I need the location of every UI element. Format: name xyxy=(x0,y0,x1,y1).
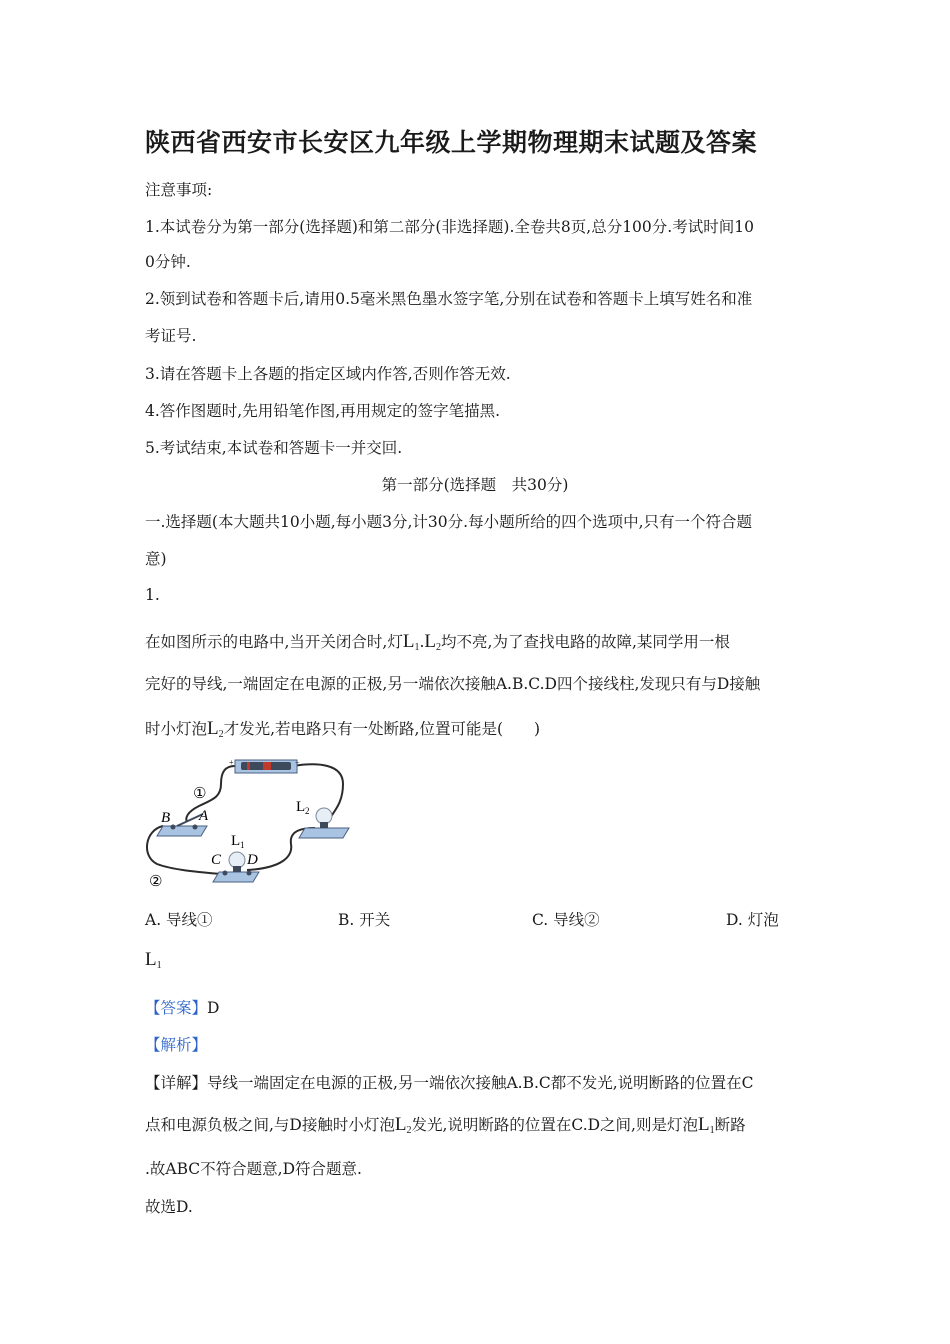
analysis-line-2: 点和电源负极之间,与D接触时小灯泡$L_2$发光,说明断路的位置在C.D之间,则是灯泡$L_1$断路 xyxy=(145,1114,746,1136)
answer-line xyxy=(145,996,219,1018)
label-L1: L xyxy=(231,833,241,849)
lamp-l1-socket xyxy=(233,866,241,872)
label-C: C xyxy=(211,852,222,868)
lamp-l2-bulb xyxy=(316,808,332,824)
analysis-line-4: 故选D. xyxy=(145,1198,193,1216)
circuit-diagram xyxy=(143,756,358,891)
lamp-l1-bulb xyxy=(229,852,245,868)
terminal-A xyxy=(193,825,198,830)
label-B: B xyxy=(161,810,171,826)
symbol-L2-b: $L_2$ xyxy=(207,718,224,740)
stem-text-a: 在如图所示的电路中,当开关闭合时,灯 xyxy=(145,633,403,651)
notice-item-2: 2.领到试卷和答题卡后,请用0.5毫米黑色墨水签字笔,分别在试卷和答题卡上填写姓名和准 xyxy=(145,290,753,308)
terminal-D xyxy=(247,871,252,876)
section-intro: 一.选择题(本大题共10小题,每小题3分,计30分.每小题所给的四个选项中,只有一个符合题 xyxy=(145,513,752,531)
label-D: D xyxy=(247,852,258,868)
stem-text-b: 均不亮,为了查找电路的故障,某同学用一根 xyxy=(441,633,730,651)
label-L2: L xyxy=(296,799,306,815)
option-c: C. 导线② xyxy=(532,911,600,929)
notice-heading: 注意事项: xyxy=(145,181,213,199)
stem-text-c: 时小灯泡 xyxy=(145,720,208,738)
lamp-l2-socket xyxy=(320,822,328,828)
notice-item-4: 4.答作图题时,先用铅笔作图,再用规定的签字笔描黑. xyxy=(145,402,501,420)
analysis-tag: 【解析】 xyxy=(145,1036,208,1054)
lamp-l1-base xyxy=(213,872,259,882)
answer-tag: 【答案】 xyxy=(145,999,208,1017)
option-d-symbol: $L_1$ xyxy=(145,949,162,971)
question-stem-line-1 xyxy=(145,630,730,653)
stem-separator: . xyxy=(419,633,425,651)
terminal-C xyxy=(223,871,228,876)
battery-plus: + xyxy=(229,758,234,767)
analysis-line-1: 【详解】导线一端固定在电源的正极,另一端依次接触A.B.C都不发光,说明断路的位置在C xyxy=(145,1074,754,1092)
page-title: 陕西省西安市长安区九年级上学期物理期末试题及答案 xyxy=(145,128,758,157)
switch-base xyxy=(157,826,207,836)
notice-item-1: 1.本试卷分为第一部分(选择题)和第二部分(非选择题).全卷共8页,总分100分.考试时间10 xyxy=(145,218,754,236)
battery-band-2 xyxy=(247,762,250,770)
analysis-line-3: .故ABC不符合题意,D符合题意. xyxy=(145,1160,362,1178)
label-wire-2: ② xyxy=(149,872,163,890)
battery-minus: − xyxy=(295,758,300,767)
symbol-L1: $L_1$ xyxy=(402,631,420,653)
lamp-l2-base xyxy=(299,828,349,838)
section-intro-cont: 意) xyxy=(145,550,167,568)
question-stem-line-2: 完好的导线,一端固定在电源的正极,另一端依次接触A.B.C.D四个接线柱,发现只有与D接触 xyxy=(145,675,761,693)
question-number: 1. xyxy=(145,586,160,604)
battery-band xyxy=(263,762,271,770)
symbol-L2: $L_2$ xyxy=(424,631,442,653)
analysis-symbol-L1: $L_1$ xyxy=(698,1114,715,1136)
notice-item-5: 5.考试结束,本试卷和答题卡一并交回. xyxy=(145,439,403,457)
option-b: B. 开关 xyxy=(338,911,391,929)
analysis-symbol-L2: $L_2$ xyxy=(394,1114,412,1136)
stem-text-d: 才发光,若电路只有一处断路,位置可能是( ) xyxy=(223,720,541,738)
notice-item-2-cont: 考证号. xyxy=(145,327,197,345)
label-L1-sub: 1 xyxy=(240,840,245,850)
answer-value: D xyxy=(207,999,220,1017)
option-a: A. 导线① xyxy=(145,911,213,929)
detail-tag: 【详解】 xyxy=(145,1074,208,1092)
label-wire-1: ① xyxy=(193,784,207,802)
question-stem-line-3 xyxy=(145,717,540,740)
terminal-B xyxy=(171,825,176,830)
label-L2-sub: 2 xyxy=(305,806,310,816)
part1-heading: 第一部分(选择题 共30分) xyxy=(381,476,569,494)
option-d: D. 灯泡 xyxy=(726,911,779,929)
label-A: A xyxy=(199,808,209,824)
notice-item-3: 3.请在答题卡上各题的指定区域内作答,否则作答无效. xyxy=(145,365,511,383)
notice-item-1-cont: 0分钟. xyxy=(145,253,191,271)
